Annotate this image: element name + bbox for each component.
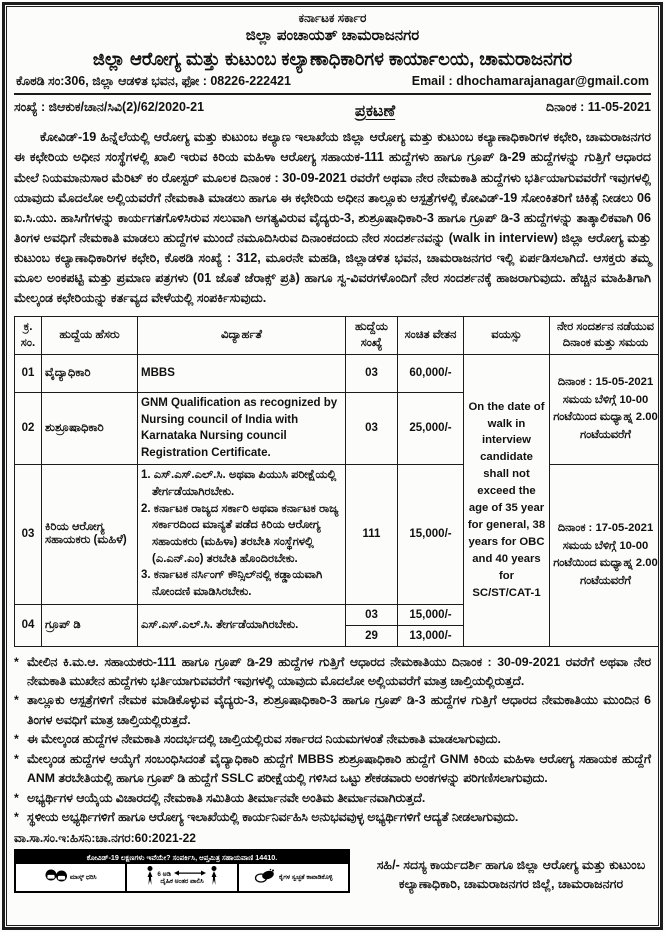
qualification-item: 2. ಕರ್ನಾಟಕ ರಾಜ್ಯದ ಸರ್ಕಾರಿ ಅಥವಾ ಕರ್ನಾಟಕ ರಾಜ್ಯ ಸರ್ಕಾರದಿಂದ ಮಾನ್ಯತೆ ಪಡೆದ ಕಿರಿಯ ಆರೋಗ್ಯ ಸಹಾಯಕರು (ಮಹಿಳಾ) ತರಬೇತಿ ಸಂಸ್ಥೆಗಳಲ್ಲಿ (ಎ.ಎನ್.ಎಂ) ತರಬೇತಿ ಹೊಂದಿರಬೇಕು. bbox=[141, 502, 339, 565]
col-serial: ಕ್ರ. ಸಂ. bbox=[15, 316, 42, 354]
col-qualification: ವಿದ್ಯಾರ್ಹತೆ bbox=[138, 316, 346, 354]
note-item bbox=[14, 653, 651, 692]
col-age: ವಯಸ್ಸು bbox=[464, 316, 550, 354]
note-item bbox=[14, 750, 651, 789]
col-post-name: ಹುದ್ದೆಯ ಹೆಸರು bbox=[42, 316, 138, 354]
salary-cell: 13,000/- bbox=[398, 625, 464, 646]
mask-face-icon bbox=[45, 867, 67, 888]
serial-cell: 01 bbox=[15, 354, 42, 392]
note-item bbox=[14, 808, 651, 827]
col-salary: ಸಂಚಿತ ವೇತನ bbox=[398, 316, 464, 354]
qualification-item: 3. ಕರ್ನಾಟಕ ನರ್ಸಿಂಗ್ ಕೌನ್ಸಿಲ್‌ನಲ್ಲಿ ಕಡ್ಡಾಯವಾಗಿ ನೋಂದಣಿ ಮಾಡಿಸಿರಬೇಕು. bbox=[141, 569, 323, 599]
distance-text: ದೈಹಿಕ ಅಂತರ ಪಾಲಿಸಿ bbox=[160, 878, 204, 886]
serial-cell: 04 bbox=[15, 604, 42, 646]
distance-feet: 6 ಅಡಿ bbox=[157, 870, 171, 878]
government-name: ಕರ್ನಾಟಕ ಸರ್ಕಾರ bbox=[298, 11, 367, 25]
col-interview-date: ನೇರ ಸಂದರ್ಶನ ನಡೆಯುವ ದಿನಾಂಕ ಮತ್ತು ಸಮಯ bbox=[550, 316, 660, 354]
notice-date: ದಿನಾಂಕ : 11-05-2021 bbox=[546, 100, 651, 115]
note-text: ಮೇಲಿನ ಕಿ.ಮ.ಆ. ಸಹಾಯಕರು-111 ಹಾಗೂ ಗ್ರೂಪ್ ಡಿ-29 ಹುದ್ದೆಗಳ ಗುತ್ತಿಗೆ ಆಧಾರದ ನೇಮಕಾತಿಯು ದಿನಾಂಕ : 30-09-2021 ರವರೆಗೆ ಅಥವಾ ನೇರ ನೇಮಕಾತಿ ಮುಖೇನ ಹುದ್ದೆಗಳು ಭರ್ತಿಯಾಗುವವರೆಗೆ ಇವುಗಳಲ್ಲಿ ಯಾವುದು ಮೊದಲೋ ಅಲ್ಲಿಯವರೆಗೆ ಮಾತ್ರ ಚಾಲ್ತಿಯಲ್ಲಿರುತ್ತದೆ. bbox=[27, 654, 651, 688]
covid-banner-cells bbox=[16, 864, 348, 891]
note-marker: * bbox=[14, 790, 19, 805]
letterhead bbox=[14, 11, 651, 70]
district-panchayat-name: ಜಿಲ್ಲಾ ಪಂಚಾಯತ್ ಚಾಮರಾಜನಗರ bbox=[245, 27, 420, 44]
table-row bbox=[15, 354, 660, 392]
covid-helpline-strip: ಕೋವಿಡ್-19 ಲಕ್ಷಣಗಳು ಇವೆಯೇ? ಸಂಪರ್ಕಿಸಿ, ಆಪ್ತಮಿತ್ರ ಸಹಾಯವಾಣಿ 14410. bbox=[16, 851, 348, 864]
office-email: Email : dhochamarajanagar@gmail.com bbox=[411, 74, 649, 89]
post-cell: ಶುಶ್ರೂಷಾಧಿಕಾರಿ bbox=[42, 392, 138, 464]
distance-cell bbox=[125, 864, 236, 891]
recruitment-table bbox=[14, 316, 659, 647]
dispatch-number: ವಾ.ಸಾ.ಸಂ.ಇ:ಹಿಸನಿ:ಚಾ.ನಗರ:60:2021-22 bbox=[14, 831, 196, 846]
table-row bbox=[15, 464, 660, 604]
intro-paragraph: ಕೋವಿಡ್-19 ಹಿನ್ನೆಲೆಯಲ್ಲಿ ಆರೋಗ್ಯ ಮತ್ತು ಕುಟುಂಬ ಕಲ್ಯಾಣ ಇಲಾಖೆಯ ಜಿಲ್ಲಾ ಆರೋಗ್ಯ ಮತ್ತು ಕುಟುಂಬ ಕಲ್ಯಾಣಾಧಿಕಾರಿಗಳ ಕಛೇರಿ, ಚಾಮರಾಜನಗರ ಈ ಕಛೇರಿಯ ಅಧೀನ ಸಂಸ್ಥೆಗಳಲ್ಲಿ ಖಾಲಿ ಇರುವ ಕಿರಿಯ ಮಹಿಳಾ ಆರೋಗ್ಯ ಸಹಾಯಕ-111 ಹುದ್ದೆಗಳು ಹಾಗೂ ಗ್ರೂಪ್ ಡಿ-29 ಹುದ್ದೆಗಳನ್ನು ಗುತ್ತಿಗೆ ಆಧಾರದ ಮೇಲೆ ನಿಯಮಾನುಸಾರ ಮೆರಿಟ್ ಕಂ ರೋಸ್ಟರ್ ಮೂಲಕ ದಿನಾಂಕ : 30-09-2021 ರವರೆಗೆ ಅಥವಾ ನೇರ ನೇಮಕಾತಿ ಹುದ್ದೆಗಳು ಭರ್ತಿಯಾಗುವವರೆಗೆ ಇವುಗಳಲ್ಲಿ ಯಾವುದು ಮೊದಲೋ ಅಲ್ಲಿಯವರೆಗೆ ನೇಮಕಾತಿ ಮಾಡಲು ಹಾಗೂ ಈ ಕಛೇರಿಯ ಅಧೀನ ತಾಲ್ಲೂಕು ಆಸ್ಪತ್ರೆಗಳಲ್ಲಿ ಕೋವಿಡ್-19 ಸೋಂಕಿತರಿಗೆ ಚಿಕಿತ್ಸೆ ನೀಡಲು 06 ಐ.ಸಿ.ಯು. ಹಾಸಿಗೆಗಳನ್ನು ಕಾರ್ಯಗತಗೊಳಿಸಿರುವ ಸಲುವಾಗಿ ಅಗತ್ಯವಿರುವ ವೈದ್ಯರು-3, ಶುಶ್ರೂಷಾಧಿಕಾರಿ-3 ಹಾಗೂ ಗ್ರೂಪ್ ಡಿ-3 ಹುದ್ದೆಗಳನ್ನು ತಾತ್ಕಾಲಿಕವಾಗಿ 06 ತಿಂಗಳ ಅವಧಿಗೆ ನೇಮಕಾತಿ ಮಾಡಲು ಹುದ್ದೆಗಳ ಮುಂದೆ ನಮೂದಿಸಿರುವ ದಿನಾಂಕದಂದು ನೇರ ಸಂದರ್ಶನವನ್ನು (walk in interview) ಜಿಲ್ಲಾ ಆರೋಗ್ಯ ಮತ್ತು ಕುಟುಂಬ ಕಲ್ಯಾಣಾಧಿಕಾರಿಗಳ ಕಛೇರಿ, ಕೊಠಡಿ ಸಂಖ್ಯೆ : 312, ಮೂರನೇ ಮಹಡಿ, ಜಿಲ್ಲಾಡಳಿತ ಭವನ, ಚಾಮರಾಜನಗರ ಇಲ್ಲಿ ಏರ್ಪಡಿಸಲಾಗಿದೆ. ಆಸಕ್ತರು ತಮ್ಮ ಮೂಲ ಅಂಕಪಟ್ಟಿ ಮತ್ತು ಪ್ರಮಾಣ ಪತ್ರಗಳು (01 ಜೊತೆ ಜೆರಾಕ್ಸ್ ಪ್ರತಿ) ಹಾಗೂ ಸ್ವ-ವಿವರಗಳೊಂದಿಗೆ ನೇರ ಸಂದರ್ಶನಕ್ಕೆ ಹಾಜರಾಗುವುದು. ಹೆಚ್ಚಿನ ಮಾಹಿತಿಗಾಗಿ ಮೇಲ್ಕಂಡ ಕಛೇರಿಯನ್ನು ಕರ್ತವ್ಯದ ವೇಳೆಯಲ್ಲಿ ಸಂಪರ್ಕಿಸುವುದು. bbox=[14, 130, 651, 306]
qualification-cell: ಎಸ್.ಎಸ್.ಎಲ್.ಸಿ. ತೇರ್ಗಡೆಯಾಗಿರಬೇಕು. bbox=[138, 604, 346, 646]
count-cell: 03 bbox=[346, 354, 398, 392]
qualification-item: 1. ಎಸ್.ಎಸ್.ಎಲ್.ಸಿ. ಅಥವಾ ಪಿಯುಸಿ ಪರೀಕ್ಷೆಯಲ್ಲಿ ತೇರ್ಗಡೆಯಾಗಿರಬೇಕು. bbox=[141, 469, 337, 499]
double-arrow-icon bbox=[173, 870, 207, 876]
count-cell: 111 bbox=[346, 464, 398, 604]
interview-cell-2: ದಿನಾಂಕ : 17-05-2021 ಸಮಯ ಬೆಳಿಗ್ಗೆ 10-00 ಗಂಟೆಯಿಂದ ಮಧ್ಯಾಹ್ನ 2.00 ಗಂಟೆಯವರೆಗೆ bbox=[550, 464, 660, 646]
post-cell: ಗ್ರೂಪ್ ಡಿ bbox=[42, 604, 138, 646]
salary-cell: 15,000/- bbox=[398, 464, 464, 604]
qualification-cell: MBBS bbox=[138, 354, 346, 392]
note-marker: * bbox=[14, 654, 19, 669]
note-marker: * bbox=[14, 751, 19, 766]
note-text: ತಾಲ್ಲೂಕು ಆಸ್ಪತ್ರೆಗಳಿಗೆ ನೇಮಕ ಮಾಡಿಕೊಳ್ಳುವ ವೈದ್ಯರು-3, ಶುಶ್ರೂಷಾಧಿಕಾರಿ-3 ಹಾಗೂ ಗ್ರೂಪ್ ಡಿ-3 ಹುದ್ದೆಗಳ ಗುತ್ತಿಗೆ ಆಧಾರದ ನೇಮಕಾತಿಯು ಮುಂದಿನ 6 ತಿಂಗಳ ಅವಧಿಗೆ ಮಾತ್ರ ಚಾಲ್ತಿಯಲ್ಲಿರುತ್ತದೆ. bbox=[27, 693, 651, 727]
mask-cell bbox=[16, 864, 125, 891]
count-cell: 03 bbox=[346, 392, 398, 464]
inner-border bbox=[6, 6, 659, 926]
notes-list bbox=[14, 653, 651, 828]
note-item bbox=[14, 789, 651, 808]
distance-label bbox=[157, 870, 206, 886]
reference-row bbox=[14, 100, 651, 121]
outer-border bbox=[2, 2, 663, 930]
mask-label: ಮಾಸ್ಕ್ ಧರಿಸಿ bbox=[69, 873, 97, 881]
footer-row bbox=[14, 849, 651, 893]
covid-awareness-banner bbox=[14, 849, 350, 893]
note-item bbox=[14, 691, 651, 730]
note-text: ಮೇಲ್ಕಂಡ ಹುದ್ದೆಗಳ ಆಯ್ಕೆಗೆ ಸಂಬಂಧಿಸಿದಂತೆ ವೈದ್ಯಾಧಿಕಾರಿ ಹುದ್ದೆಗೆ MBBS ಶುಶ್ರೂಷಾಧಿಕಾರಿ ಹುದ್ದೆಗೆ GNM ಕಿರಿಯ ಮಹಿಳಾ ಆರೋಗ್ಯ ಸಹಾಯಕ ಹುದ್ದೆಗೆ ANM ತರಬೇತಿಯಲ್ಲಿ ಹಾಗೂ ಗ್ರೂಪ್ ಡಿ ಹುದ್ದೆಗೆ SSLC ಪರೀಕ್ಷೆಯಲ್ಲಿ ಗಳಿಸಿದ ಒಟ್ಟು ಶೇಕಡವಾರು ಅಂಕಗಳನ್ನು ಪರಿಗಣಿಸಲಾಗುವುದು. bbox=[27, 751, 651, 786]
age-cell: On the date of walk in interview candidate shall not exceed the age of 35 year for general, 38 years for OBC and 40 years for SC/ST/CAT-1 bbox=[464, 354, 550, 646]
handwash-icon bbox=[254, 868, 276, 887]
salary-cell: 60,000/- bbox=[398, 354, 464, 392]
note-text: ಸ್ಥಳೀಯ ಅಭ್ಯರ್ಥಿಗಳಿಗೆ ಹಾಗೂ ಆರೋಗ್ಯ ಇಲಾಖೆಯಲ್ಲಿ ಕಾರ್ಯನಿರ್ವಹಿಸಿ ಅನುಭವವುಳ್ಳ ಅಭ್ಯರ್ಥಿಗಳಿಗೆ ಆದ್ಯತೆ ನೀಡಲಾಗುವುದು. bbox=[27, 809, 519, 824]
count-cell: 29 bbox=[346, 625, 398, 646]
salary-cell: 15,000/- bbox=[398, 604, 464, 625]
table-header-row bbox=[15, 316, 660, 354]
serial-cell: 03 bbox=[15, 464, 42, 604]
reference-number: ಸಂಖ್ಯೆ : ಜಿಆಕುಕ/ಚಾನ/ಸಿವಿ(2)/62/2020-21 bbox=[14, 100, 205, 115]
note-marker: * bbox=[14, 809, 19, 824]
note-text: ಈ ಮೇಲ್ಕಂಡ ಹುದ್ದೆಗಳ ನೇಮಕಾತಿ ಸಂದರ್ಭದಲ್ಲಿ ಚಾಲ್ತಿಯಲ್ಲಿರುವ ಸರ್ಕಾರದ ನಿಯಮಗಳಂತೆ ನೇಮಕಾತಿ ಮಾಡಲಾಗುವುದು. bbox=[27, 732, 501, 747]
count-cell: 03 bbox=[346, 604, 398, 625]
post-cell: ವೈದ್ಯಾಧಿಕಾರಿ bbox=[42, 354, 138, 392]
person-icon bbox=[210, 866, 218, 889]
note-text: ಅಭ್ಯರ್ಥಿಗಳ ಆಯ್ಕೆಯ ವಿಚಾರದಲ್ಲಿ ನೇಮಕಾತಿ ಸಮಿತಿಯ ತೀರ್ಮಾನವೇ ಅಂತಿಮ ತೀರ್ಮಾನವಾಗಿರುತ್ತದೆ. bbox=[27, 790, 426, 805]
person-icon bbox=[146, 866, 154, 889]
interview-cell-1: ದಿನಾಂಕ : 15-05-2021 ಸಮಯ ಬೆಳಿಗ್ಗೆ 10-00 ಗಂಟೆಯಿಂದ ಮಧ್ಯಾಹ್ನ 2.00 ಗಂಟೆಯವರೆಗೆ bbox=[550, 354, 660, 464]
note-marker: * bbox=[14, 693, 19, 708]
contact-line bbox=[14, 74, 651, 95]
col-post-count: ಹುದ್ದೆಯ ಸಂಖ್ಯೆ bbox=[346, 316, 398, 354]
serial-cell: 02 bbox=[15, 392, 42, 464]
handwash-cell bbox=[237, 864, 348, 891]
salary-cell: 25,000/- bbox=[398, 392, 464, 464]
notice-title: ಪ್ರಕಟಣೆ bbox=[354, 103, 396, 121]
handwash-label: ಕೈಗಳ ಸ್ವಚ್ಛತೆ ಕಾಪಾಡಿಕೊಳ್ಳಿ bbox=[279, 873, 333, 881]
post-cell: ಕಿರಿಯ ಆರೋಗ್ಯ ಸಹಾಯಕರು (ಮಹಿಳೆ) bbox=[42, 464, 138, 604]
note-item bbox=[14, 730, 651, 749]
note-marker: * bbox=[14, 732, 19, 747]
signature-block: ಸಹಿ/- ಸದಸ್ಯ ಕಾರ್ಯದರ್ಶಿ ಹಾಗೂ ಜಿಲ್ಲಾ ಆರೋಗ್ಯ ಮತ್ತು ಕುಟುಂಬ ಕಲ್ಯಾಣಾಧಿಕಾರಿ, ಚಾಮರಾಜನಗರ ಜಿಲ್ಲೆ, ಚಾಮರಾಜನಗರ bbox=[376, 858, 646, 891]
office-address-phone: ಕೊಠಡಿ ಸಂ:306, ಜಿಲ್ಲಾ ಆಡಳಿತ ಭವನ, ಫೋ : 08226-222421 bbox=[16, 74, 291, 89]
office-name: ಜಿಲ್ಲಾ ಆರೋಗ್ಯ ಮತ್ತು ಕುಟುಂಬ ಕಲ್ಯಾಣಾಧಿಕಾರಿಗಳ ಕಾರ್ಯಾಲಯ, ಚಾಮರಾಜನಗರ bbox=[92, 48, 573, 69]
qualification-cell: GNM Qualification as recognized by Nursing council of India with Karnataka Nursing council Registration Certificate. bbox=[138, 392, 346, 464]
qualification-cell bbox=[138, 464, 346, 604]
